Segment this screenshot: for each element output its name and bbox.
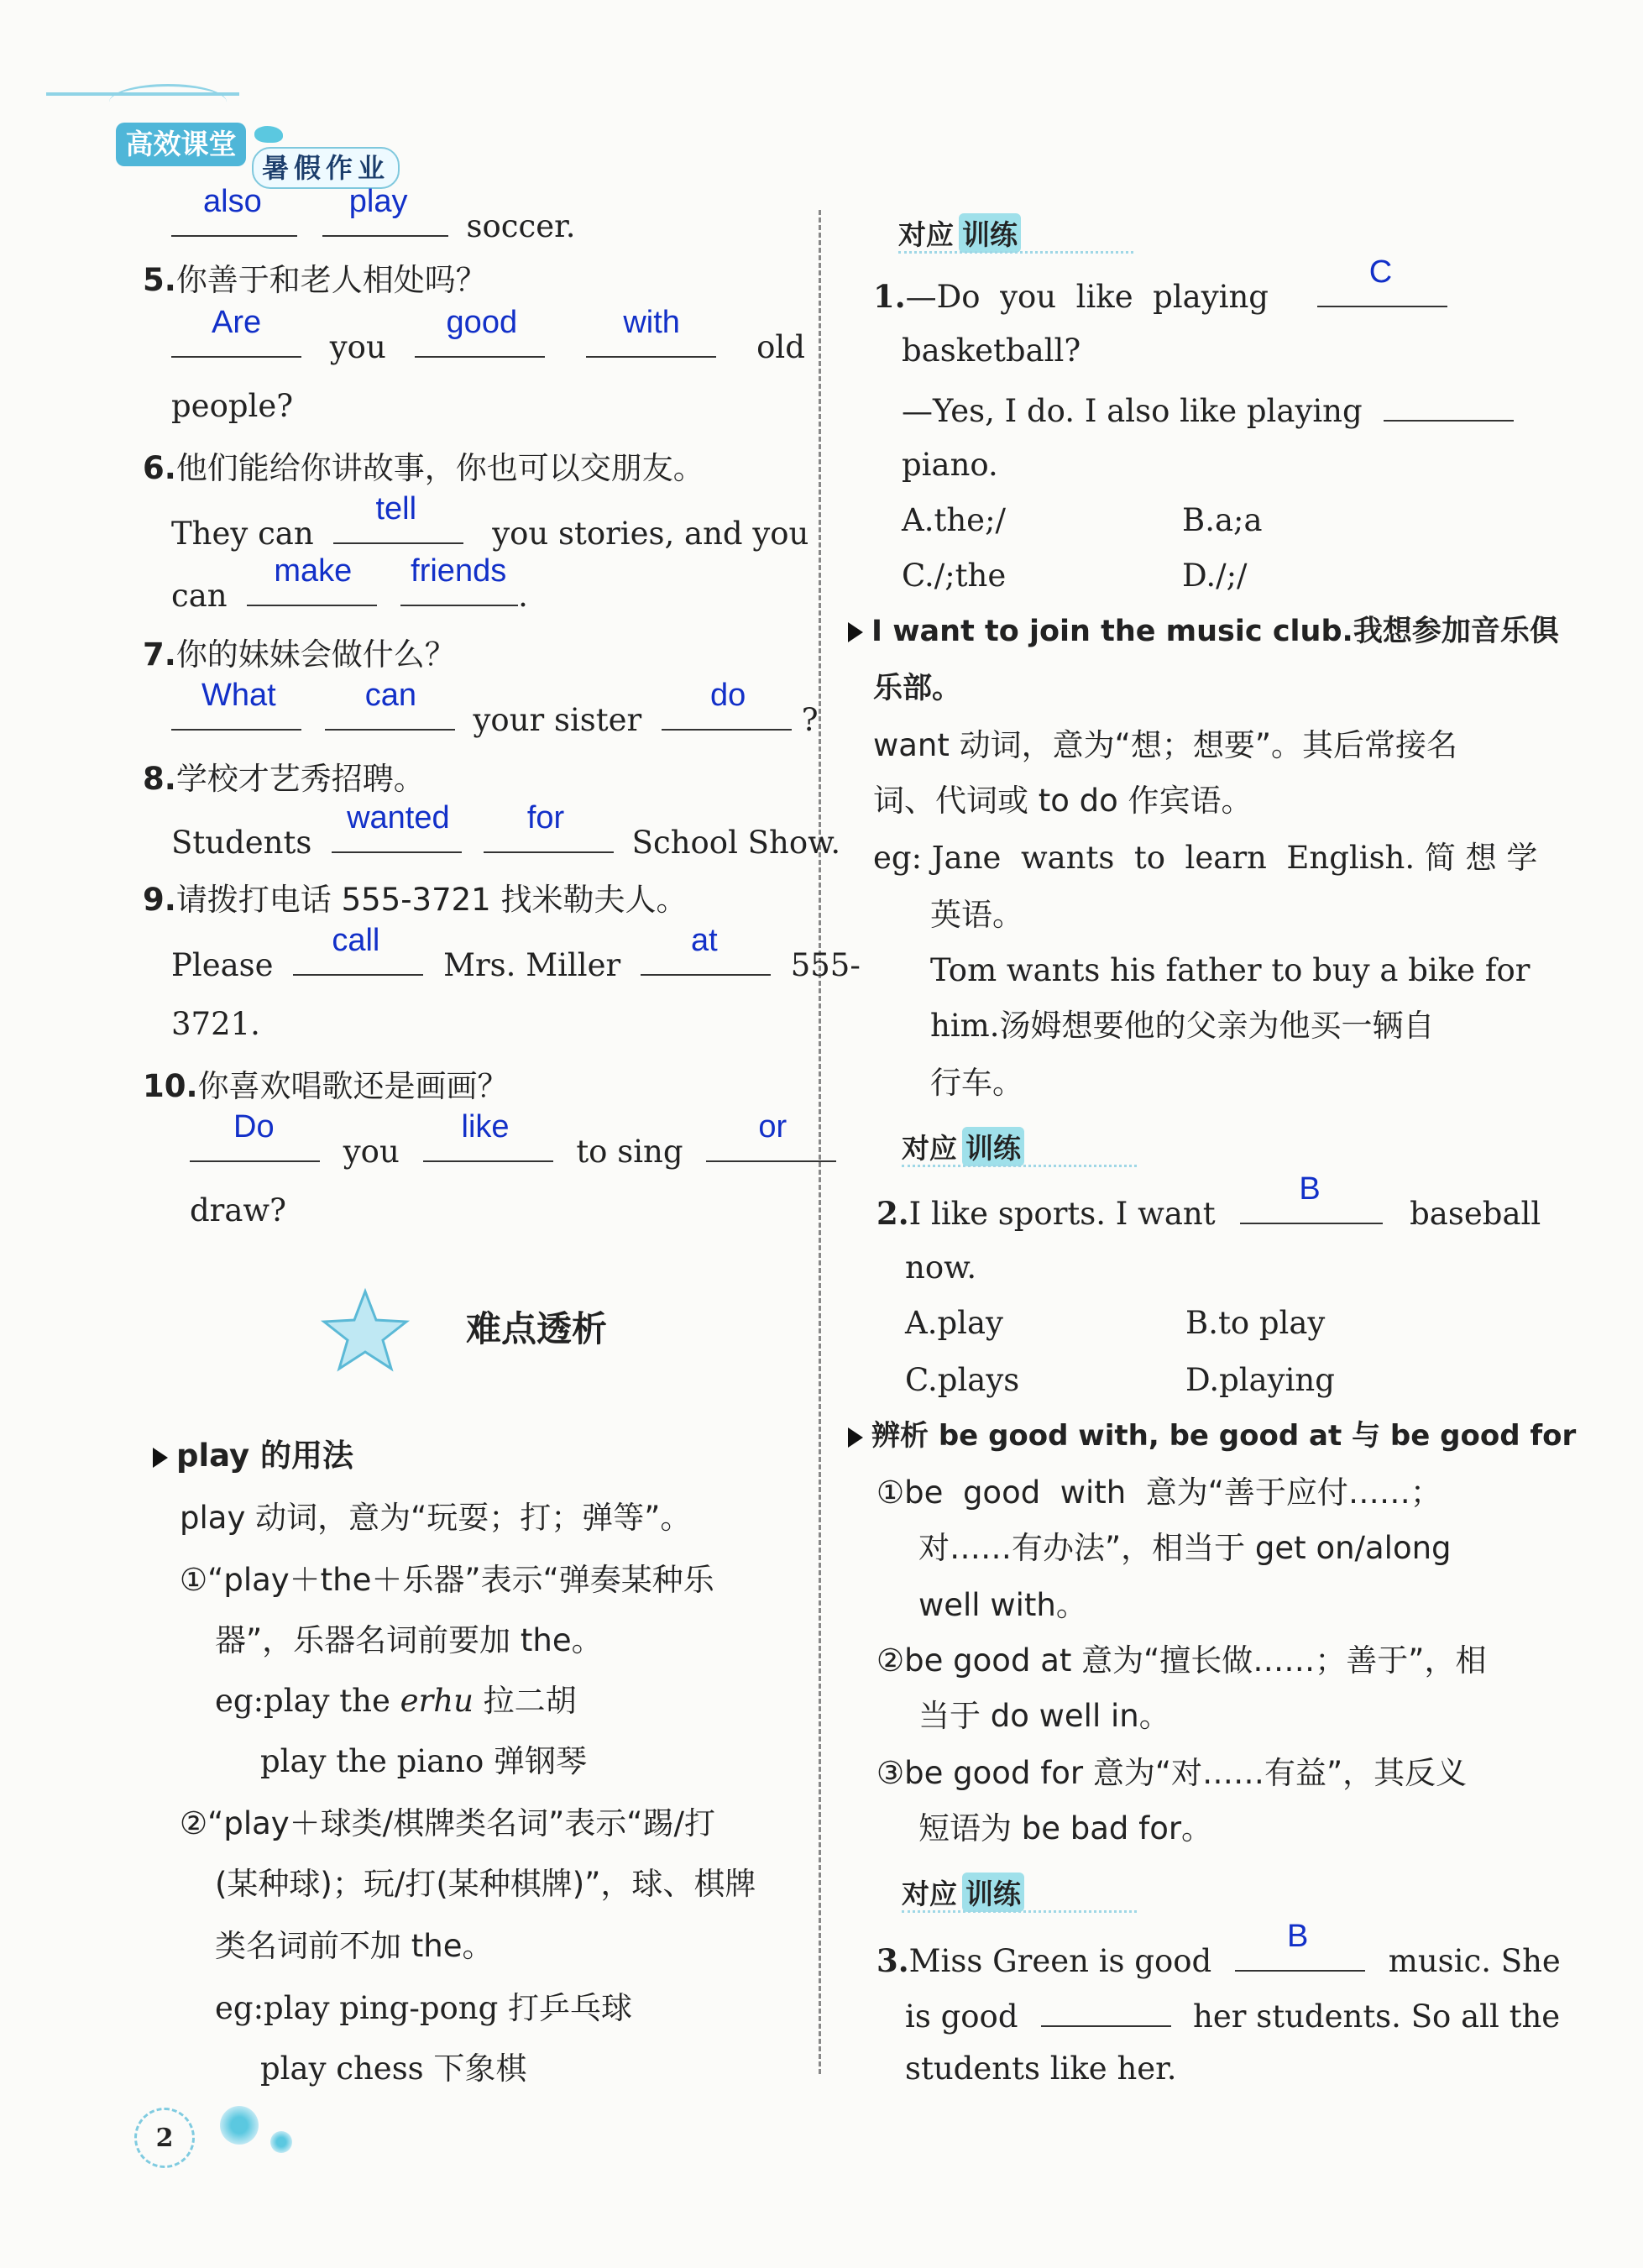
blank[interactable] bbox=[171, 184, 297, 237]
good-r2b: 当于 do well in。 bbox=[918, 1698, 1170, 1734]
want-l4: 英语。 bbox=[930, 897, 1023, 933]
option-b[interactable]: B.to play bbox=[1185, 1305, 1326, 1341]
q8-prompt: 8.学校才艺秀招聘。 bbox=[143, 761, 425, 797]
series-title: 暑假作业 bbox=[252, 147, 400, 189]
q9-line: Please call Mrs. Miller at 555- bbox=[171, 923, 861, 983]
r-q1-line2: basketball? bbox=[902, 333, 1081, 369]
answer: also bbox=[203, 184, 262, 219]
blank[interactable]: do bbox=[662, 699, 792, 731]
want-heading-2: 乐部。 bbox=[873, 672, 962, 705]
blank[interactable]: B bbox=[1240, 1192, 1383, 1224]
play-eg2b: play chess 下象棋 bbox=[260, 2051, 527, 2087]
good-r1b: 对……有办法”，相当于 get on/along bbox=[918, 1530, 1452, 1566]
blank[interactable]: Do bbox=[190, 1130, 320, 1162]
brand-badge: 高效课堂 bbox=[116, 123, 246, 166]
bird-icon bbox=[254, 126, 283, 143]
page-number-badge: 2 bbox=[134, 2108, 195, 2168]
r-q3-line3: students like her. bbox=[905, 2051, 1177, 2087]
blank[interactable]: friends bbox=[400, 574, 518, 606]
blank[interactable]: wanted bbox=[332, 821, 462, 853]
triangle-bullet-icon bbox=[848, 1427, 863, 1448]
blank[interactable]: C bbox=[1317, 275, 1447, 307]
blank[interactable]: with bbox=[586, 326, 716, 358]
q5-prompt: 5.你善于和老人相处吗？ bbox=[143, 262, 487, 298]
want-l3: eg: Jane wants to learn English. 简 想 学 bbox=[873, 840, 1538, 876]
blank[interactable]: or bbox=[706, 1130, 836, 1162]
q6-line2: can make friends . bbox=[171, 553, 528, 614]
want-l2: 词、代词或 to do 作宾语。 bbox=[873, 783, 1253, 819]
want-l7: 行车。 bbox=[930, 1065, 1023, 1101]
q9-tail: 3721. bbox=[171, 1006, 260, 1042]
good-r1a: ①be good with 意为“善于应付……； bbox=[876, 1474, 1442, 1511]
good-r3b: 短语为 be bad for。 bbox=[918, 1810, 1213, 1846]
play-intro: play 动词，意为“玩耍；打；弹等”。 bbox=[180, 1500, 692, 1536]
blank[interactable]: at bbox=[641, 944, 771, 976]
q4-line bbox=[171, 184, 576, 245]
q6-line1: They can tell you stories, and you bbox=[171, 491, 809, 552]
option-c[interactable]: C.plays bbox=[905, 1362, 1020, 1398]
blank[interactable]: for bbox=[484, 821, 614, 853]
star-icon bbox=[319, 1285, 411, 1377]
want-l5: Tom wants his father to buy a bike for bbox=[930, 952, 1531, 988]
flower-icon-small bbox=[270, 2131, 292, 2153]
text: soccer. bbox=[466, 208, 576, 244]
r-q1-line1: 1.—Do you like playing C bbox=[873, 275, 1447, 316]
play-eg2a: eg:play ping-pong 打乒乓球 bbox=[215, 1990, 633, 2026]
option-a[interactable]: A.play bbox=[905, 1305, 1003, 1341]
q10-tail: draw? bbox=[190, 1192, 286, 1228]
practice-tag: 对应 训练 bbox=[898, 212, 1142, 254]
play-eg1b: play the piano 弹钢琴 bbox=[260, 1743, 588, 1779]
blank[interactable]: like bbox=[423, 1130, 553, 1162]
q9-prompt: 9.请拨打电话 555-3721 找米勒夫人。 bbox=[143, 882, 688, 918]
play-rule2b: (某种球)；玩/打(某种棋牌)”，球、棋牌 bbox=[215, 1866, 756, 1902]
want-heading: I want to join the music club.我想参加音乐俱 bbox=[848, 613, 1559, 650]
q5-tail: people? bbox=[171, 388, 294, 424]
option-c[interactable]: C./;the bbox=[902, 558, 1007, 594]
blank[interactable]: What bbox=[171, 699, 301, 731]
good-r3a: ③be good for 意为“对……有益”，其反义 bbox=[876, 1755, 1468, 1791]
answer: play bbox=[348, 184, 408, 219]
q7-line: What can your sister do ? bbox=[171, 699, 819, 739]
blank[interactable]: call bbox=[293, 944, 423, 976]
r-q3-line1: 3.Miss Green is good B music. She bbox=[876, 1919, 1561, 1979]
r-q2-line2: now. bbox=[905, 1249, 977, 1286]
play-rule1b: 器”，乐器名词前要加 the。 bbox=[215, 1622, 603, 1658]
header-swirl bbox=[109, 84, 227, 120]
play-rule1a: ①“play＋the＋乐器”表示“弹奏某种乐 bbox=[180, 1562, 714, 1598]
blank[interactable] bbox=[1384, 390, 1514, 422]
play-heading: play 的用法 bbox=[153, 1438, 353, 1474]
option-d[interactable]: D.playing bbox=[1185, 1362, 1335, 1398]
option-d[interactable]: D./;/ bbox=[1182, 558, 1248, 594]
q10-line: Do you like to sing or bbox=[190, 1130, 836, 1171]
blank[interactable]: can bbox=[325, 699, 455, 731]
option-a[interactable]: A.the;/ bbox=[902, 502, 1007, 538]
blank[interactable]: Are bbox=[171, 326, 301, 358]
triangle-bullet-icon bbox=[153, 1448, 168, 1468]
practice-tag: 对应 训练 bbox=[902, 1871, 1145, 1913]
r-q3-line2: is good her students. So all the bbox=[905, 1995, 1560, 2035]
good-r2a: ②be good at 意为“擅长做……；善于”，相 bbox=[876, 1642, 1487, 1679]
blank[interactable]: make bbox=[247, 574, 377, 606]
r-q1-line4: piano. bbox=[902, 447, 998, 483]
play-eg1a: eg:play the erhu 拉二胡 bbox=[215, 1683, 577, 1719]
practice-tag: 对应 训练 bbox=[902, 1125, 1145, 1167]
blank[interactable] bbox=[322, 184, 448, 237]
want-l6: him.汤姆想要他的父亲为他买一辆自 bbox=[930, 1008, 1435, 1044]
q6-prompt: 6.他们能给你讲故事，你也可以交朋友。 bbox=[143, 450, 704, 486]
q7-prompt: 7.你的妹妹会做什么？ bbox=[143, 636, 456, 673]
q10-prompt: 10.你喜欢唱歌还是画画？ bbox=[143, 1068, 509, 1104]
good-r1c: well with。 bbox=[918, 1587, 1087, 1623]
option-b[interactable]: B.a;a bbox=[1182, 502, 1263, 538]
good-heading: 辨析 be good with, be good at 与 be good for bbox=[848, 1417, 1576, 1454]
want-l1: want 动词，意为“想；想要”。其后常接名 bbox=[873, 727, 1457, 763]
blank[interactable]: tell bbox=[333, 512, 463, 544]
r-q2-line1: 2.I like sports. I want B baseball bbox=[876, 1171, 1541, 1232]
q8-line: Students wanted for School Show. bbox=[171, 800, 841, 861]
play-rule2c: 类名词前不加 the。 bbox=[215, 1928, 494, 1964]
r-q1-line3: —Yes, I do. I also like playing bbox=[902, 390, 1514, 430]
flower-icon bbox=[220, 2106, 259, 2145]
blank[interactable] bbox=[1041, 1995, 1171, 2027]
section-title: 难点透析 bbox=[466, 1308, 608, 1349]
blank[interactable]: good bbox=[415, 326, 545, 358]
q5-line: Are you good with old bbox=[171, 326, 805, 366]
blank[interactable]: B bbox=[1235, 1940, 1365, 1972]
play-rule2a: ②“play＋球类/棋牌类名词”表示“踢/打 bbox=[180, 1805, 715, 1841]
triangle-bullet-icon bbox=[848, 622, 863, 642]
